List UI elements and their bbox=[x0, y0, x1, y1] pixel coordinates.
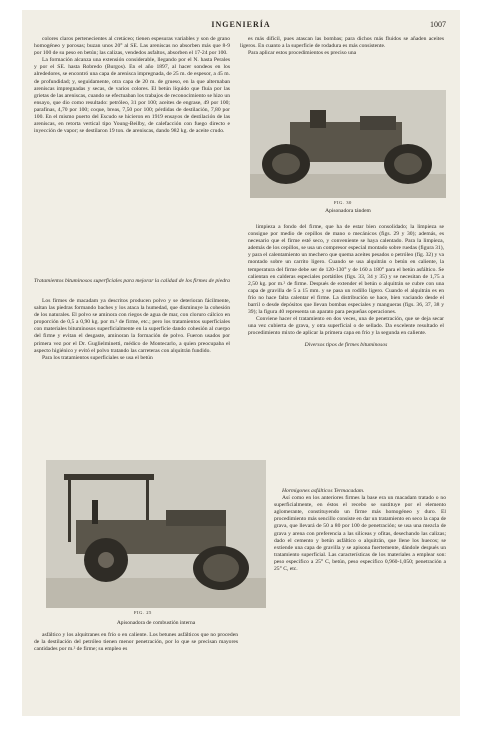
paragraph: Para los tratamientos superficiales se usa el betún bbox=[42, 354, 153, 361]
paragraph: Para aplicar estos procedimientos es preciso una bbox=[248, 50, 357, 57]
road-roller-illustration bbox=[46, 460, 266, 608]
paragraph: La formación alcanza una extensión considerable, llegando por el N. hasta Perales y por el SE. hasta Robredo (Burgos). En el año 1897, al hacer sondeos en los alrededores, se encontró una capa de arenisca impregnada, de 25 m. de espesor, a 45 m. de profundidad; y, seguidamente, otra capa de 20 m. de grueso, en la que alternaban areniscas impregnadas y secas, de varios colores. El betún líquido que fluía por las grietas de las areniscas, cuando se efectuaban los trabajos de reconocimiento se hizo un ensayo, que dio como resultado: petróleo, 31 por 100; aceites de engrase, 49 por 100; parafinas, 4,70 por 100; coque, breas, 7,50 por 100; pérdidas de destilación, 7,80 por 100. En el mismo puerto del Escudo se hicieron en 1919 ensayos de destilación de las areniscas, en retorta vertical tipo Young-Beilby, de calefacción con fuego directo e inyección de vapor; se destilaron 19 ton. de areniscas, dando 982 kg. de aceite crudo. bbox=[34, 57, 230, 135]
paragraph: colores claros pertenecientes al cretáceo; tienen espesuras variables y son de grano homogéneo y porosas; buzan unos 20° al SE. Las areniscas no absorben más que 8-9 por 100 de su peso en betún; las calizas, vendedos asfaltos, absorben el 17-24 por 100. bbox=[34, 36, 230, 57]
paragraph: Conviene hacer el tratamiento en dos veces, una de penetración, que se deja secar una vez cubierta de grava, y otra superficial o de sellado. Da excelente resultado el procedimiento mixto de aplicar la primera capa en frío y la segunda en caliente. bbox=[248, 316, 444, 337]
paragraph: asfáltico y los alquitranes en frío o en caliente. Los betunes asfálticos que no proceden de la destilación del petróleo tienen menor penetración, por lo que se precisan mayores cantidades por m.² de firme; su empleo es bbox=[34, 632, 238, 653]
section-heading-block bbox=[34, 274, 230, 296]
figure-30-image bbox=[250, 90, 446, 198]
section-heading: Tratamientos bituminosos superficiales para mejorar la calidad de los firmes de piedra bbox=[34, 278, 230, 284]
paragraph: Así como en los anteriores firmes la base era un macadam tratado o no superficialmente, en éstos el recebo se sustituye por el elemento aglomerante, constituyendo un firme más homogéneo y duro. El procedimiento más sencillo consiste en dar un tratamiento en seco la capa de grava, que llevará de 50 a 80 por 100 de penetración; se usa una mezcla de grava y arena con preferencia a las silíceas y ofitas, desechando las calizas; dado el cemento y betún asfáltico o alquitrán, que llene los huecos; se extiende una capa de gravilla y se apisona fuertemente, dándole después un tratamiento superficial. Las características de los materiales a emplear son: peso específico a 25° C, betún, peso específico 0,960-1,050; penetración a 25° C, etc. bbox=[274, 495, 446, 573]
figure-25-image bbox=[46, 460, 266, 608]
paragraph: limpieza a fondo del firme, que ha de estar bien consolidado; la limpieza se consigue por medio de cepillos de mano o mecánicos (figs. 29 y 30); además, es necesario que el firme esté seco, y conveniente se haya calentado. Para la limpieza, además de los cepillos, se usa un compresor especial montado sobre ruedas (figura 31), y para el calentamiento un mechero que quema aceites pesados o petróleo (fig. 32) y va montado sobre un carrito ligero. Cuando se usa alquitrán o betún en caliente, la temperatura del firme debe ser de 120-130° y de 160 a 180° para el betún asfáltico. Se calientan en calderas especiales portátiles (figs. 33, 34 y 35) y se necesitan de 1,75 a 2,50 kg. por m.² de firme. Después de extender el betún o alquitrán se cubre con una capa de gravilla de 5 a 15 mm. y se pasa un rodillo ligero. Cuando el alquitrán es en frío no hace falta calentar el firme. La distribución se hace, bien vaciando desde el barril o desde depósitos que llevan bombas especiales y mangueras (figs. 36, 37, 38 y 39); la figura 40 representa un aparato para pequeñas operaciones. bbox=[248, 224, 444, 316]
left-column-top bbox=[34, 36, 230, 274]
right-column-middle bbox=[248, 224, 444, 486]
left-column-middle bbox=[34, 298, 230, 456]
right-column-bottom bbox=[274, 488, 446, 674]
figure-30-caption: Apisonadora tándem bbox=[325, 208, 371, 214]
tandem-roller-illustration bbox=[250, 90, 446, 198]
figure-30-label: FIG. 30 bbox=[334, 200, 352, 205]
page-number: 1007 bbox=[430, 20, 446, 29]
running-title: INGENIERÍA bbox=[211, 20, 271, 29]
subsection-heading: Diversos tipos de firmes bituminosos bbox=[304, 341, 388, 348]
figure-25-label: FIG. 25 bbox=[134, 610, 152, 615]
left-column-bottom bbox=[34, 632, 238, 674]
subsection-title: Hormigones asfálticos Termacadam. bbox=[282, 488, 365, 494]
book-page bbox=[22, 10, 460, 716]
figure-25-caption: Apisonadora de combustión interna bbox=[116, 620, 196, 626]
right-column-top bbox=[240, 36, 444, 84]
paragraph: Los firmes de macadam ya descritos producen polvo y se deterioran fácilmente, saltan las piedras formando baches y los ataca la humedad, que disminuye la cohesión de los naturales. El polvo se aminora con riegos de agua de mar, con cloruro cálcico en proporción de 0,5 a 0,90 kg. por m.² de firme, etc.; pero los tratamientos superficiales con materiales bituminosos superficialmente en la superficie dando cohesión al cuerpo del firme y evitan el desgaste, aminoran la formación de polvo. Fueron usados por primera vez por el Dr. Guglielminetti, médico de Montecarlo, a quien preocupaba el aspecto higiénico y evitó el polvo tratando las carreteras con alquitrán fundido. bbox=[34, 298, 230, 354]
page-header bbox=[22, 20, 460, 32]
paragraph: es más difícil, pues atascan las bombas; para dichos más fluidos se añaden aceites ligeros. En cuanto a la superficie de rodadura es más consistente. bbox=[240, 36, 444, 50]
